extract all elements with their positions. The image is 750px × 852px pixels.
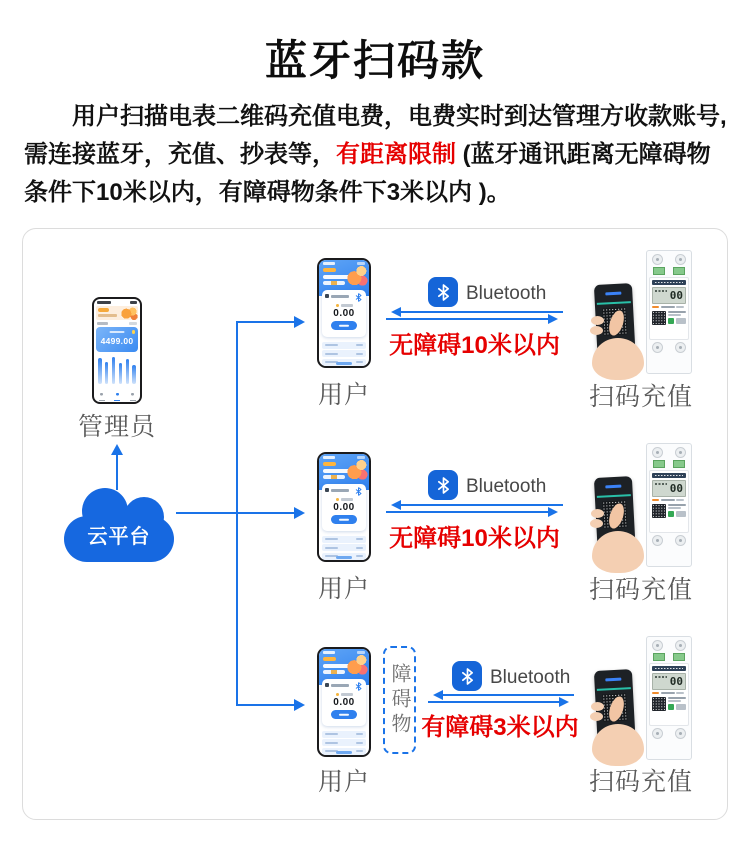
- distance-arrow: [386, 311, 563, 321]
- user-phone: [317, 452, 371, 562]
- obstacle-label: 障碍物: [388, 662, 410, 738]
- distance-label: 无障碍10米以内: [389, 525, 560, 552]
- admin-bar-chart: [98, 355, 136, 384]
- meter-display: 00: [652, 480, 686, 497]
- distance-arrow: [428, 694, 574, 704]
- user-phone: [317, 258, 371, 368]
- intro-paragraph: [24, 98, 728, 212]
- bluetooth-label: Bluetooth: [490, 667, 571, 688]
- user-label: 用户: [317, 575, 370, 603]
- admin-label: 管理员: [77, 413, 156, 441]
- balance-card: [322, 679, 366, 726]
- bluetooth-icon: [428, 470, 458, 500]
- gift-illustration: [346, 459, 368, 483]
- admin-nav-bar: [98, 393, 136, 401]
- gift-illustration: [346, 654, 368, 678]
- bluetooth-label: Bluetooth: [466, 283, 547, 304]
- hand: [592, 531, 644, 573]
- admin-status-bar: [97, 301, 137, 304]
- bluetooth-mini-icon: [355, 682, 362, 691]
- right-arrowhead-icon: [294, 699, 311, 711]
- recharge-button: [331, 321, 357, 330]
- right-arrowhead-icon: [294, 507, 311, 519]
- meter-qr-code: [652, 697, 666, 711]
- distance-label: 无障碍10米以内: [389, 332, 560, 359]
- user-balance: 0.00: [333, 697, 355, 708]
- admin-text-row: [97, 322, 137, 325]
- intro-highlight: 有距离限制: [336, 141, 456, 168]
- admin-balance-card: [96, 327, 138, 352]
- bluetooth-mini-icon: [355, 293, 362, 302]
- meter-qr-code: [652, 311, 666, 325]
- branch-line-2: [176, 512, 294, 514]
- page-title: 蓝牙扫码款: [264, 37, 485, 84]
- obstacle-box: [383, 646, 416, 754]
- bluetooth-icon: [452, 661, 482, 691]
- electric-meter: [646, 250, 692, 374]
- branch-line-3: [236, 704, 296, 706]
- meter-scan-photo: [596, 636, 692, 766]
- recharge-button: [331, 515, 357, 524]
- meter-display: 00: [652, 673, 686, 690]
- user-balance: 0.00: [333, 308, 355, 319]
- meter-label-strip: [652, 473, 686, 478]
- intro-text: 用户扫描电表二维码充值电费，电费实时到达管理方收款账号,需连接蓝牙，充值、抄表等，: [24, 103, 727, 168]
- electric-meter: [646, 443, 692, 567]
- user-label: 用户: [317, 768, 370, 796]
- meter-label: 扫码充值: [588, 576, 693, 604]
- user-phone-screen: [319, 454, 369, 560]
- user-phone-screen: [319, 260, 369, 366]
- admin-phone: [92, 297, 142, 404]
- meter-label: 扫码充值: [588, 768, 693, 796]
- right-arrowhead-icon: [294, 316, 311, 328]
- gift-illustration: [346, 265, 368, 289]
- user-phone-screen: [319, 649, 369, 755]
- user-label: 用户: [317, 381, 370, 409]
- admin-banner: [96, 306, 138, 320]
- user-phone: [317, 647, 371, 757]
- distance-label: 有障碍3米以内: [421, 714, 579, 741]
- meter-label-strip: [652, 666, 686, 671]
- meter-label-strip: [652, 280, 686, 285]
- meter-label: 扫码充值: [588, 383, 693, 411]
- up-arrowhead-icon: [111, 438, 123, 455]
- admin-phone-screen: [94, 299, 140, 402]
- gift-illustration: [120, 306, 138, 320]
- bluetooth-mini-icon: [355, 487, 362, 496]
- bluetooth-label: Bluetooth: [466, 476, 547, 497]
- branch-line-1: [236, 321, 296, 323]
- distance-arrow: [386, 504, 563, 514]
- balance-card: [322, 484, 366, 531]
- meter-scan-photo: [596, 250, 692, 380]
- user-balance: 0.00: [333, 502, 355, 513]
- bluetooth-icon: [428, 277, 458, 307]
- recharge-button: [331, 710, 357, 719]
- cloud-platform: [64, 488, 174, 562]
- cloud-label: 云平台: [87, 526, 151, 548]
- hand: [592, 338, 644, 380]
- hand: [592, 724, 644, 766]
- admin-balance: 4499.00: [100, 336, 134, 346]
- balance-card: [322, 290, 366, 337]
- electric-meter: [646, 636, 692, 760]
- meter-display: 00: [652, 287, 686, 304]
- meter-scan-photo: [596, 443, 692, 573]
- meter-qr-code: [652, 504, 666, 518]
- intro-text-2: (蓝牙通讯距离无障碍物条件下10米以内，有障碍物条件下3米以内 )。: [24, 141, 711, 206]
